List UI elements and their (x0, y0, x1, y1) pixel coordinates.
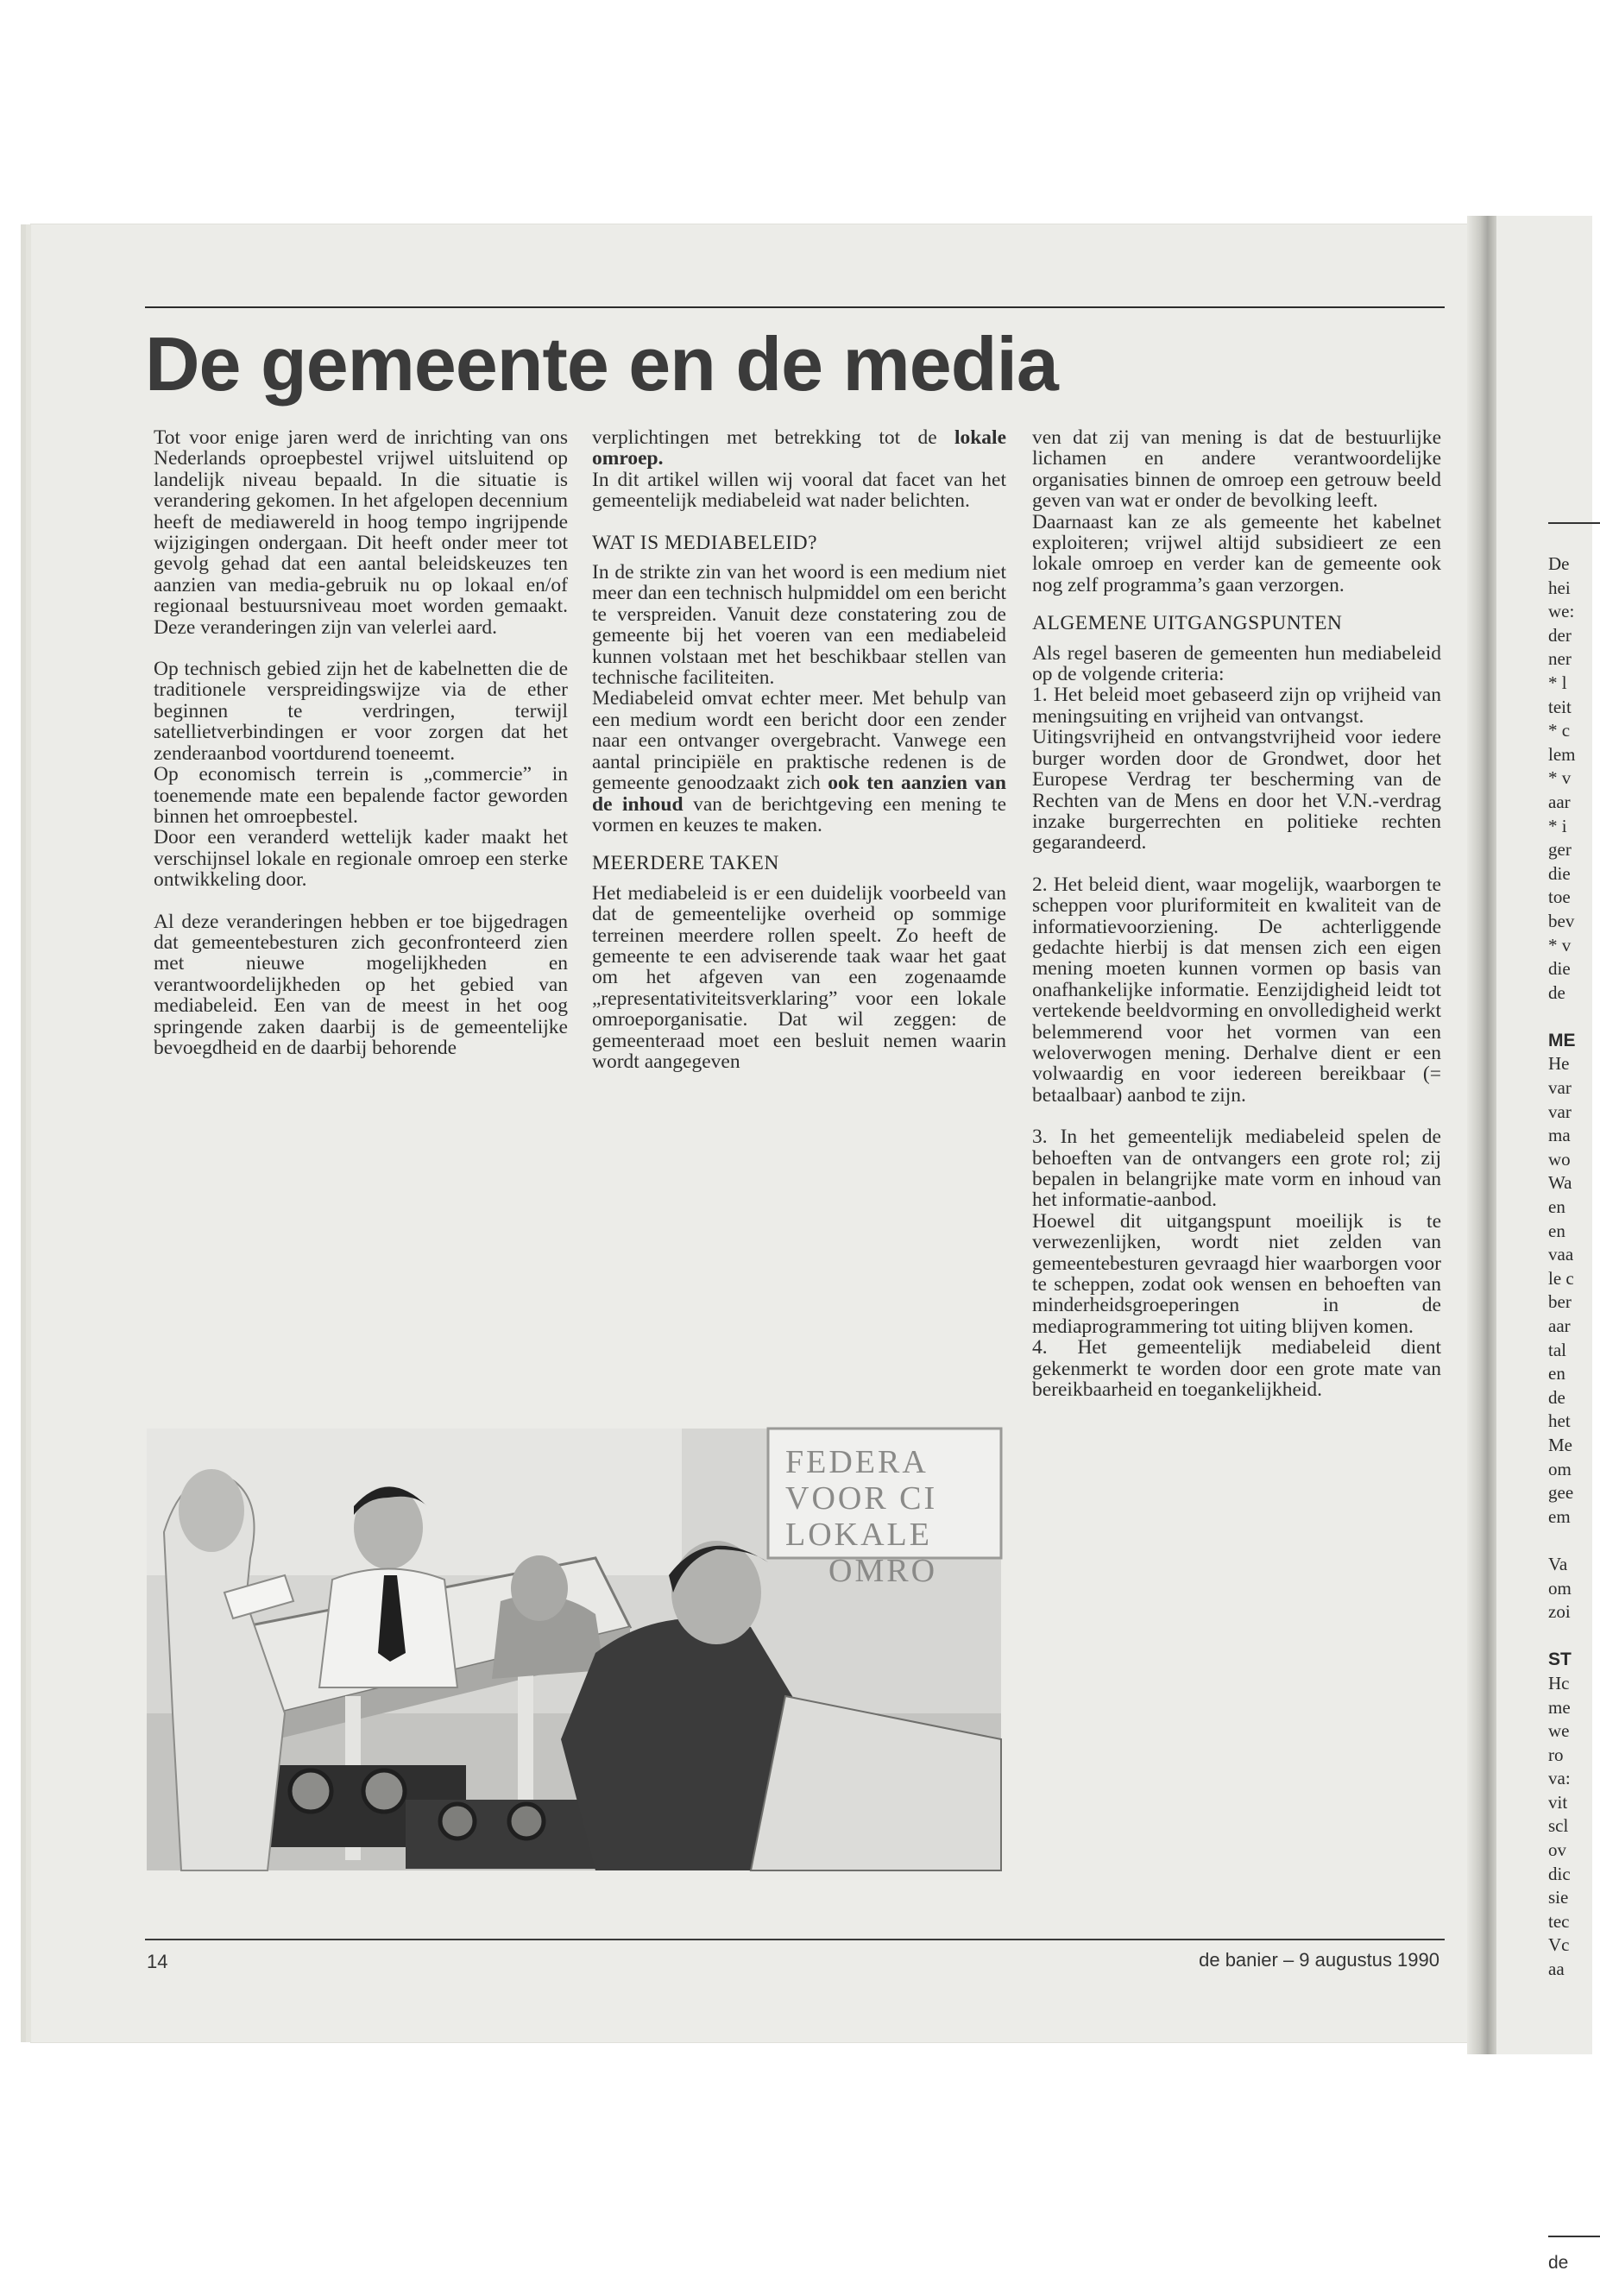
next-page-fragment: * v (1548, 767, 1572, 789)
paragraph: 3. In het gemeentelijk mediabeleid spelen de behoeften van de ontvangers een grote rol; zij bepalen in belangrijke mate vorm en inhoud van het informatie-aanbod. (1032, 1126, 1441, 1212)
sign-line: OMRO (828, 1553, 938, 1589)
article-photo (147, 1429, 1001, 1870)
next-page-fragment: we: (1548, 601, 1575, 622)
next-page-fragment (1548, 1529, 1600, 1553)
section-heading: MEERDERE TAKEN (592, 852, 779, 875)
paragraph: In de strikte zin van het woord is een medium niet meer dan een technisch hulpmiddel om een bericht te verspreiden. Vanuit deze constatering zou de gemeente bij het voeren van een mediabeleid kunnen volstaan met het beschikbaar stellen van technische faciliteiten. (592, 561, 1006, 690)
next-page-fragment: * l (1548, 672, 1567, 693)
next-page-fragment: Va (1548, 1553, 1568, 1574)
bold-phrase: ook ten aanzien van de inhoud (592, 772, 1007, 816)
sign-line: LOKALE (785, 1517, 932, 1553)
next-page-fragment: De (1548, 553, 1570, 574)
next-page-top-rule (1548, 522, 1600, 524)
sign-line: FEDERA (785, 1444, 929, 1480)
next-page-fragment: en (1548, 1196, 1565, 1218)
next-page-fragment: var (1548, 1101, 1572, 1122)
next-page-fragment (1548, 1624, 1600, 1649)
paragraph (592, 688, 1006, 836)
next-page-fragment: teit (1548, 696, 1572, 717)
sign-line: VOOR CI (785, 1480, 938, 1517)
page-stack-edges (22, 226, 31, 2041)
next-page-fragment: vaa (1548, 1244, 1574, 1265)
paragraph-text: verplichtingen met betrekking tot de (592, 426, 954, 449)
next-page-fragment: hei (1548, 577, 1571, 598)
next-page-fragment: zoi (1548, 1601, 1571, 1623)
next-page-fragment: bev (1548, 910, 1575, 931)
paragraph (592, 427, 1006, 470)
next-page-fragment: om (1548, 1577, 1572, 1599)
paragraph: Daarnaast kan ze als gemeente het kabelnet exploiteren; vrijwel altijd subsidieert ze een lokale omroep en verder kan de gemeente ook nog zelf programma’s gaan verzorgen. (1032, 510, 1441, 596)
next-page-fragment: lem (1548, 743, 1576, 765)
next-page-fragment: die (1548, 958, 1571, 980)
next-page-fragment: aa (1548, 1959, 1565, 1980)
article-column-2 (592, 427, 1006, 1420)
next-page-fragment: wo (1548, 1148, 1571, 1170)
article-headline: De gemeente en de media (145, 321, 1058, 407)
next-page-fragment: Wa (1548, 1172, 1572, 1194)
next-page-strip (1496, 216, 1592, 2273)
binding-gutter (1467, 216, 1496, 2054)
next-page-fragment: gee (1548, 1482, 1574, 1504)
paragraph: 1. Het beleid moet gebaseerd zijn op vrijheid van meningsuiting en vrijheid van ontvangst. (1032, 684, 1441, 728)
paragraph-text: Mediabeleid omvat echter meer. Met behulp van een medium wordt een bericht door een zender naar een ontvanger overgebracht. Vanwege een aantal principiële en praktische redenen is de gemeente genoodzaakt zich (592, 687, 1006, 795)
next-page-fragment: * i (1548, 815, 1567, 836)
next-page-fragment: en (1548, 1363, 1565, 1385)
next-page-fragment: ger (1548, 839, 1572, 861)
next-page-fragment: ME (1548, 1030, 1576, 1050)
paragraph: 4. Het gemeentelijk mediabeleid dient gekenmerkt te worden door een grote mate van bereikbaarheid en toegankelijkheid. (1032, 1336, 1441, 1402)
paragraph: Als regel baseren de gemeenten hun mediabeleid op de volgende criteria: (1032, 641, 1441, 686)
paragraph: Op economisch terrein is „commercie” in toenemende mate een bepalende factor geworden binnen het omroepbestel. (154, 763, 568, 828)
paragraph: Op technisch gebied zijn het de kabelnetten die de traditionele verspreidingswijze via de ether beginnen te verdringen, terwijl satellietverbindingen er voor zorgen dat het zenderaanbod voortdurend toeneemt. (154, 658, 568, 765)
next-page-fragment: He (1548, 1053, 1570, 1075)
next-page-fragment: tal (1548, 1339, 1566, 1360)
next-page-fragment: sie (1548, 1887, 1569, 1908)
next-page-bottom-rule (1548, 2236, 1600, 2237)
paragraph: Hoewel dit uitgangspunt moeilijk is te verwezenlijken, wordt niet zelden van gemeentebesturen gevraagd hier waarborgen voor te scheppen, zodat ook wensen en behoeften van minderheidsgroeperingen in de mediaprogrammering tot uiting blijven komen. (1032, 1209, 1441, 1338)
paragraph: Tot voor enige jaren werd de inrichting van ons Nederlands oproepbestel vrijwel uitsluitend op landelijk niveau bepaald. In die situatie is verandering gekomen. In het afgelopen decennium heeft de mediawereld in hoog tempo ingrijpende wijzigingen ondergaan. Dit heeft onder meer tot gevolg gehad dat een aantal beleidskeuzes ten aanzien van media-gebruik nu op lokaal en/of regionaal bestuursniveau moet worden gemaakt. Deze veranderingen zijn van velerlei aard. (154, 426, 568, 639)
next-page-fragment: ber (1548, 1291, 1572, 1313)
paragraph: ven dat zij van mening is dat de bestuurlijke lichamen en andere verantwoordelijke organisaties binnen de omroep een getrouw beeld geven van wat er onder de bevolking leeft. (1032, 426, 1441, 513)
next-page-fragment: ma (1548, 1125, 1571, 1146)
next-page-fragment: de (1548, 1386, 1565, 1408)
next-page-fragment: va: (1548, 1768, 1571, 1789)
next-page-fragment: om (1548, 1458, 1572, 1479)
section-heading: WAT IS MEDIABELEID? (592, 531, 818, 554)
page-number: 14 (147, 1951, 168, 1972)
next-page-fragment: aar (1548, 1315, 1571, 1336)
next-page-fragment: de (1548, 981, 1565, 1003)
next-page-fragment: het (1548, 1410, 1571, 1432)
next-page-fragment: var (1548, 1077, 1572, 1099)
article-column-1 (154, 427, 568, 1058)
section-heading: ALGEMENE UITGANGSPUNTEN (1032, 612, 1343, 635)
paragraph: Het mediabeleid is er een duidelijk voorbeeld van dat de gemeentelijke overheid op sommige terreinen meerdere rollen speelt. Zo heeft de gemeente te een adviserende taak waar het gaat om het afgeven van een zogenaamde „representativiteitsverklaring” voor een lokale omroeporganisatie. Dat wil zeggen: de gemeenteraad moet een besluit nemen waarin wordt aangegeven (592, 881, 1006, 1073)
next-page-text-fragments (1548, 552, 1600, 1982)
paragraph: Al deze veranderingen hebben er toe bijgedragen dat gemeentebesturen zich geconfronteerd zien met nieuwe mogelijkheden en verantwoordelijkheden op het gebied van mediabeleid. Een van de meest in het oog springende zaken daarbij is de gemeentelijke bevoegdheid en de daarbij behorende (154, 910, 568, 1059)
next-page-fragment (1548, 1005, 1600, 1029)
paragraph: Uitingsvrijheid en ontvangstvrijheid voor iedere burger worden door de Grondwet, door het Europese Verdrag ter bescherming van de Rechten van de Mens en door het V.N.-verdrag inzake burgerrechten en politieke rechten gegarandeerd. (1032, 726, 1441, 855)
publication-footer: de banier – 9 augustus 1990 (1199, 1949, 1439, 1971)
next-page-fragment: ro (1548, 1744, 1564, 1765)
paragraph: 2. Het beleid dient, waar mogelijk, waarborgen te scheppen voor pluriformiteit en kwaliteit van de informatievoorziening. De achterliggende gedachte hierbij is dat mensen zich een eigen mening moeten kunnen vormen op basis van onafhankelijke informatie. Eenzijdigheid leidt tot vertekende beeldvorming en onvolledigheid werkt belemmerend voor het vormen van een weloverwogen mening. Derhalve dient er een volwaardig en voor iedereen bereikbaar (= betaalbaar) aanbod te zijn. (1032, 873, 1441, 1107)
next-page-footer: de (1548, 2253, 1569, 2273)
next-page-fragment: scl (1548, 1815, 1569, 1837)
next-page-fragment: en (1548, 1220, 1565, 1241)
paragraph-text: van de berichtgeving een mening te vormen en keuzes te maken. (592, 792, 1007, 836)
next-page-fragment: * c (1548, 720, 1571, 741)
photo-sign-text (785, 1444, 1001, 1589)
next-page-fragment: Hc (1548, 1672, 1570, 1694)
next-page-fragment: we (1548, 1720, 1570, 1742)
next-page-fragment: toe (1548, 886, 1571, 908)
next-page-fragment: ner (1548, 648, 1572, 670)
next-page-fragment: Me (1548, 1434, 1572, 1455)
next-page-fragment: dic (1548, 1863, 1571, 1884)
next-page-fragment: ov (1548, 1839, 1566, 1861)
next-page-fragment: me (1548, 1696, 1571, 1718)
paragraph: In dit artikel willen wij vooral dat facet van het gemeentelijk mediabeleid wat nader belichten. (592, 468, 1006, 513)
bold-phrase: lokale omroep. (592, 426, 1006, 470)
next-page-fragment: der (1548, 624, 1572, 646)
article-column-3 (1032, 427, 1441, 1400)
next-page-fragment: vit (1548, 1791, 1568, 1813)
next-page-fragment: aar (1548, 791, 1571, 812)
next-page-fragment: ST (1548, 1649, 1572, 1670)
next-page-fragment: em (1548, 1505, 1571, 1527)
next-page-fragment: die (1548, 862, 1571, 884)
footer-rule (145, 1939, 1445, 1940)
header-rule (145, 306, 1445, 308)
next-page-fragment: tec (1548, 1910, 1570, 1932)
next-page-fragment: * v (1548, 934, 1572, 956)
next-page-fragment: Vc (1548, 1934, 1570, 1956)
next-page-fragment: le c (1548, 1267, 1574, 1289)
paragraph: Door een veranderd wettelijk kader maakt het verschijnsel lokale en regionale omroep een sterke ontwikkeling door. (154, 826, 568, 892)
